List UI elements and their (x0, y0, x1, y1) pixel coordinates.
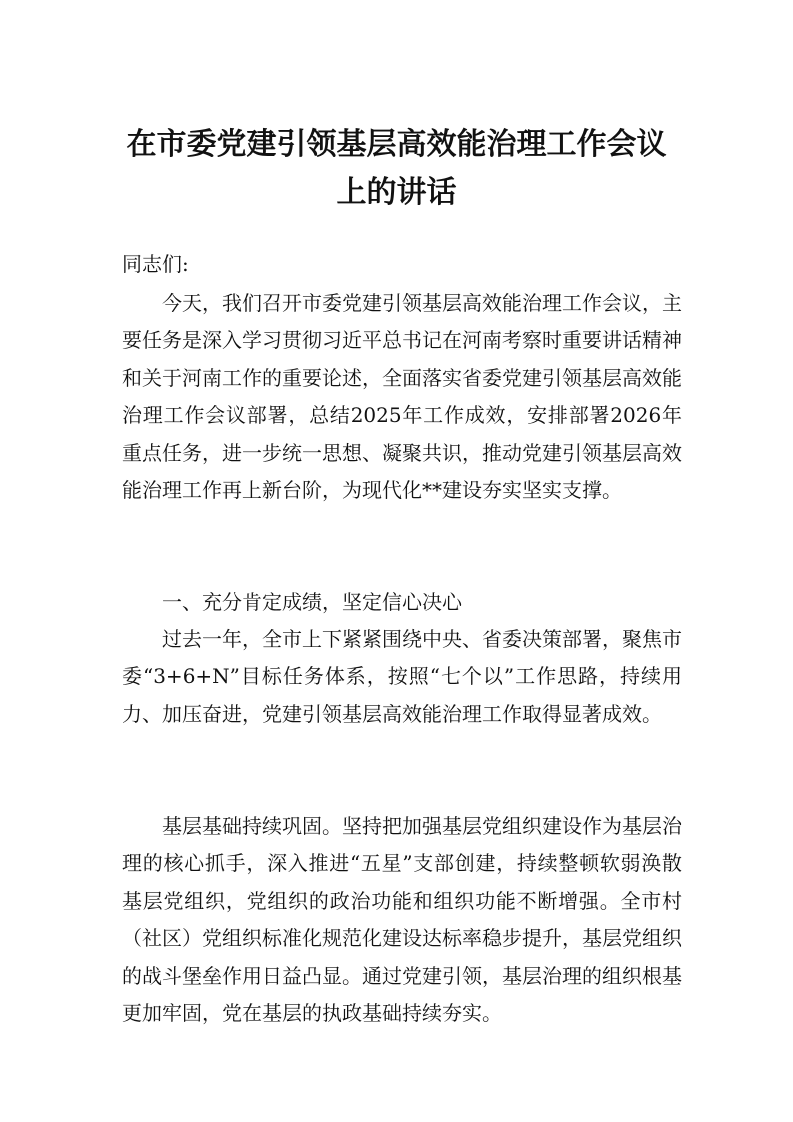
paragraph-achievements: 过去一年，全市上下紧紧围绕中央、省委决策部署，聚焦市委“3+6+N”目标任务体系，按照“七个以”工作思路，持续用力、加压奋进，党建引领基层高效能治理工作取得显著成效。 (122, 627, 682, 726)
paragraph-grassroots: 基层基础持续巩固。坚持把加强基层党组织建设作为基层治理的核心抓手，深入推进“五星”支部创建，持续整顿软弱涣散基层党组织，党组织的政治功能和组织功能不断增强。全市村（社区）党组织标准化规范化建设达标率稳步提升，基层党组织的战斗堡垒作用日益凸显。通过党建引领，基层治理的组织根基更加牢固，党在基层的执政基础持续夯实。 (122, 814, 682, 1026)
document-title-line-2: 上的讲话 (336, 175, 457, 210)
greeting: 同志们: (122, 252, 189, 276)
section-heading-1: 一、充分肯定成绩，坚定信心决心 (162, 590, 462, 614)
document-title-line-1: 在市委党建引领基层高效能治理工作会议 (126, 127, 667, 162)
paragraph-opening: 今天，我们召开市委党建引领基层高效能治理工作会议，主要任务是深入学习贯彻习近平总书记在河南考察时重要讲话精神和关于河南工作的重要论述，全面落实省委党建引领基层高效能治理工作会议部署，总结2025年工作成效，安排部署2026年重点任务，进一步统一思想、凝聚共识，推动党建引领基层高效能治理工作再上新台阶，为现代化**建设夯实坚实支撑。 (122, 291, 682, 503)
